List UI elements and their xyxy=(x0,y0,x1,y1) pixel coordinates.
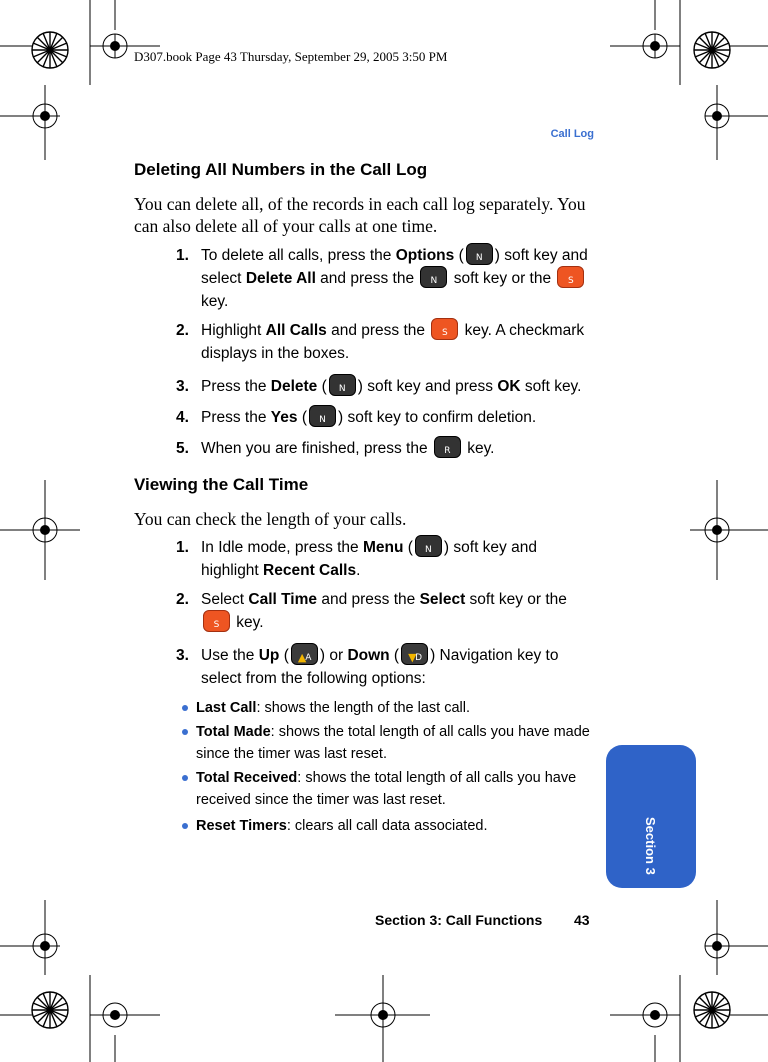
ok-key-icon: S xyxy=(431,318,458,340)
step-2-delete: 2. Highlight All Calls and press the S key. A checkmark displays in the boxes. xyxy=(176,319,596,365)
bullet-dot xyxy=(182,823,188,829)
up-key-icon: ▲ A xyxy=(291,643,318,665)
bullet-reset-timers: Reset Timers: clears all call data associated. xyxy=(182,815,592,837)
soft-key-icon: ••• N xyxy=(466,243,493,265)
intro-delete-all: You can delete all, of the records in each call log separately. You can also delete all of your calls at one time. xyxy=(134,194,586,236)
soft-key-icon: ••• N xyxy=(309,405,336,427)
heading-delete-all: Deleting All Numbers in the Call Log xyxy=(134,160,428,179)
bullet-dot xyxy=(182,729,188,735)
bullet-total-received: Total Received: shows the total length of all calls you have received since the timer was last reset. xyxy=(182,767,592,811)
page-number: 43 xyxy=(574,912,590,928)
bullet-dot xyxy=(182,705,188,711)
soft-key-icon: ••• N xyxy=(420,266,447,288)
step-number: 1. xyxy=(176,247,189,264)
step-5-delete: 5. When you are finished, press the R key. xyxy=(176,437,596,460)
bullet-dot xyxy=(182,775,188,781)
running-head: Call Log xyxy=(550,128,594,140)
step-3-delete: 3. Press the Delete ( ••• N ) soft key and press OK soft key. xyxy=(176,374,582,395)
step-3-time: 3. Use the Up ( ▲ A ) or Down ( ▼ D ) Navigation key to select from the following options: xyxy=(176,644,596,690)
heading-call-time: Viewing the Call Time xyxy=(134,475,309,494)
section-tab-label: Section 3 xyxy=(643,817,658,875)
delete-all-label: Delete All xyxy=(245,270,316,287)
footer-title: Section 3: Call Functions xyxy=(375,912,543,928)
bullet-total-made: Total Made: shows the total length of all calls you have made since the timer was last reset. xyxy=(182,721,592,765)
intro-call-time: You can check the length of your calls. xyxy=(134,509,407,529)
section-tab xyxy=(606,745,696,888)
options-label: Options xyxy=(395,247,455,264)
print-header: D307.book Page 43 Thursday, September 29, 2005 3:50 PM xyxy=(134,49,448,64)
step-2-time: 2. Select Call Time and press the Select soft key or the S key. xyxy=(176,591,567,631)
bullet-last-call: Last Call: shows the length of the last call. xyxy=(182,697,592,719)
step-1-time: 1. In Idle mode, press the Menu ( ••• N ) soft key and highlight Recent Calls. xyxy=(176,535,537,579)
step-4-delete: 4. Press the Yes ( ••• N ) soft key to confirm deletion. xyxy=(176,405,537,426)
ok-key-icon: S xyxy=(203,610,230,632)
soft-key-icon: ••• N xyxy=(329,374,356,396)
ok-key-icon: S xyxy=(557,266,584,288)
end-key-icon: R xyxy=(434,436,461,458)
soft-key-icon: ••• N xyxy=(415,535,442,557)
step-1-delete: 1. To delete all calls, press the Options ( ••• N ) soft key and select Delete All and press the ••• N soft key or the S key. xyxy=(176,243,588,310)
down-key-icon: ▼ D xyxy=(401,643,428,665)
